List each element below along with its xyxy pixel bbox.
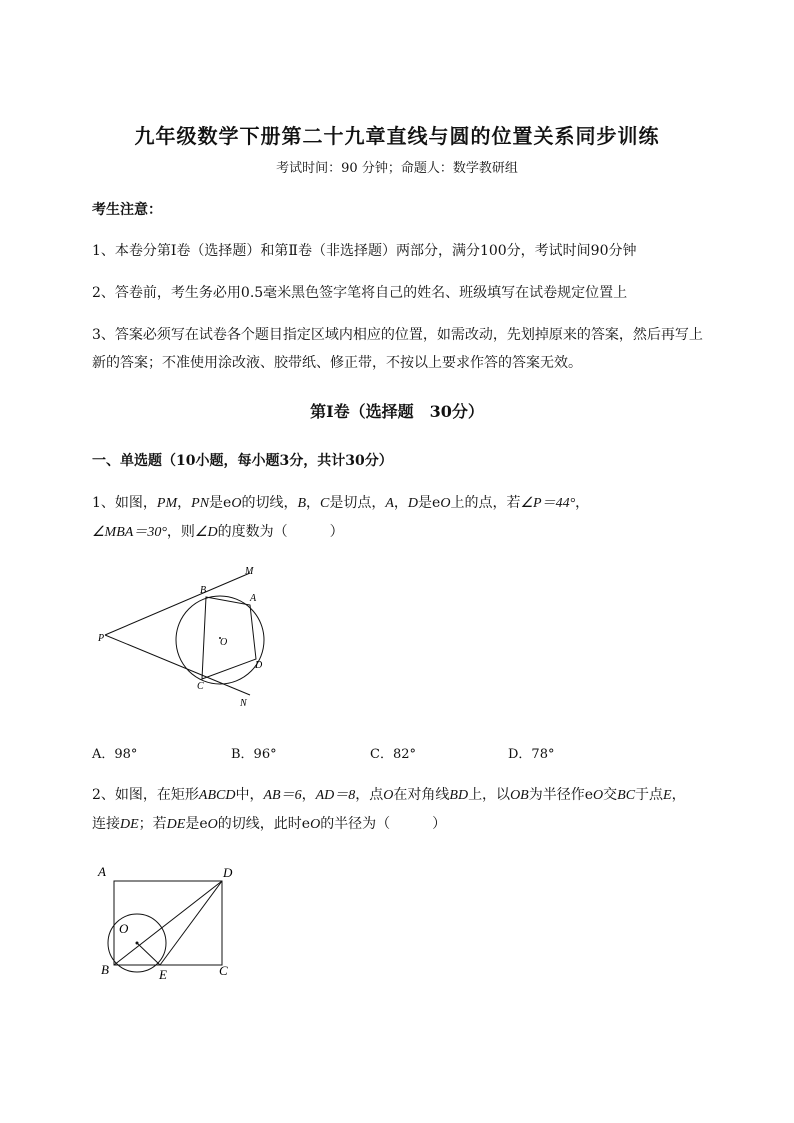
label-c: C (197, 681, 204, 692)
label-d: D (255, 660, 263, 671)
label-d: D (223, 865, 233, 880)
tangent-pm (105, 573, 250, 635)
notice-heading: 考生注意： (92, 202, 162, 218)
option-b[interactable]: B．96° (231, 747, 277, 762)
label-c: C (219, 963, 228, 978)
question-2-text: 2、如图，在矩形ABCD中，AB＝6，AD＝8，点O在对角线BD上，以OB为半径作eO交BC于点E， 连接DE；若DE是eO的切线，此时eO的半径为（ ） (92, 787, 686, 832)
label-o: O (220, 637, 228, 648)
label-a: A (250, 593, 257, 604)
label-m: M (245, 566, 254, 577)
center-dot (136, 942, 139, 945)
segment-de (160, 881, 222, 965)
exam-info: 考试时间：90 分钟；命题人：数学教研组 (276, 161, 518, 176)
label-a: A (98, 864, 106, 879)
question-1-text: 1、如图，PM，PN是eO的切线，B，C是切点，A，D是eO上的点，若∠P＝44°， ∠MBA＝30°，则∠D的度数为（ ） (92, 495, 590, 540)
page-title: 九年级数学下册第二十九章直线与圆的位置关系同步训练 (134, 124, 660, 148)
diagonal-bd (114, 881, 222, 965)
label-n: N (240, 698, 247, 709)
label-o: O (119, 921, 129, 936)
part-heading: 一、单选题（10小题，每小题3分，共计30分） (92, 453, 393, 469)
question-2-figure (90, 860, 250, 985)
notice-item-1: 1、本卷分第Ⅰ卷（选择题）和第Ⅱ卷（非选择题）两部分，满分100分，考试时间90分钟 (92, 243, 637, 259)
option-a[interactable]: A．98° (92, 747, 138, 762)
label-e: E (159, 967, 167, 982)
section-title: 第Ⅰ卷（选择题 30分） (310, 402, 484, 421)
radius-oe (137, 943, 160, 965)
option-c[interactable]: C．82° (370, 747, 416, 762)
question-1-figure (90, 560, 290, 720)
label-b: B (200, 585, 207, 596)
tangent-pn (105, 635, 250, 695)
quadrilateral-bacd (202, 597, 256, 679)
label-p: P (98, 633, 105, 644)
notice-item-3: 3、答案必须写在试卷各个题目指定区域内相应的位置，如需改动，先划掉原来的答案，然后再写上新的答案；不准使用涂改液、胶带纸、修正带，不按以上要求作答的答案无效。 (92, 327, 703, 371)
notice-item-2: 2、答卷前，考生务必用0.5毫米黑色签字笔将自己的姓名、班级填写在试卷规定位置上 (92, 285, 628, 301)
label-b: B (101, 962, 109, 977)
option-d[interactable]: D．78° (508, 747, 555, 762)
